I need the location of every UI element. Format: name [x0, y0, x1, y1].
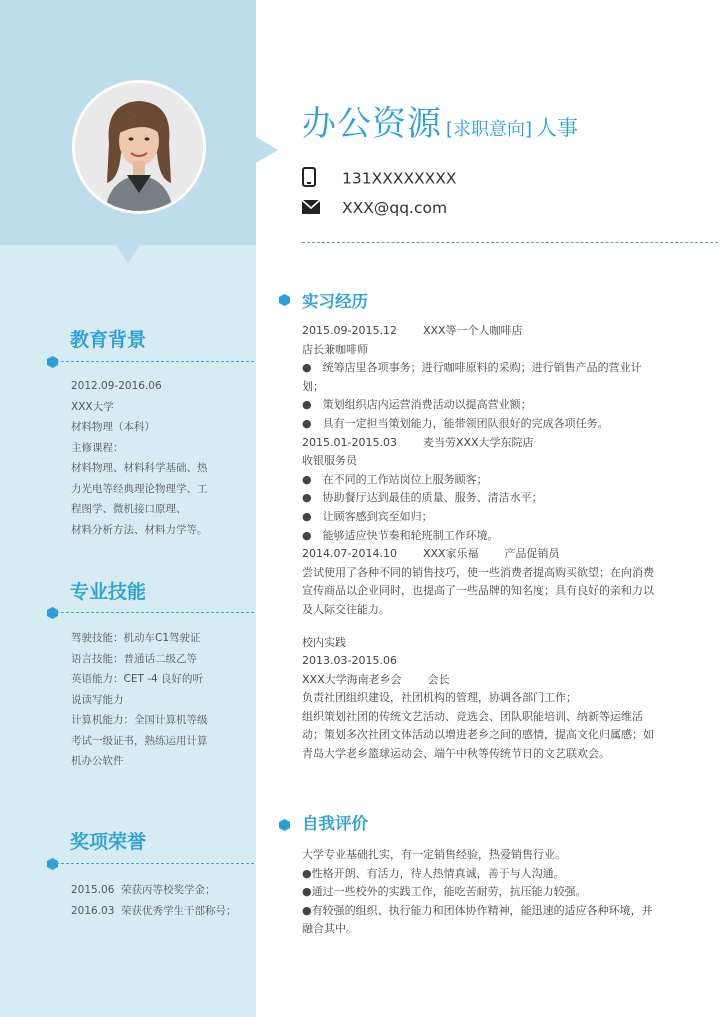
job-duty: ● 能够适应快节奏和轮班制工作环境。 [302, 528, 499, 542]
candidate-name: 办公资源 [302, 104, 442, 144]
education-divider [56, 361, 254, 362]
job-duty: ● 在不同的工作站岗位上服务顾客； [302, 472, 488, 486]
campus-role: 会长 [427, 672, 450, 686]
skill-line: 语言技能：普通话二级乙等 [71, 652, 197, 665]
skills-title: 专业技能 [70, 581, 147, 603]
job-description: 尝试使用了各种不同的销售技巧，使一些消费者提高购买欲望；在向消费宣传商品以企业同时，也提高了一些品牌的知名度；具有良好的亲和力以及人际交往能力。 [302, 565, 654, 616]
education-courses-line: 力光电等经典理论物理学、工 [71, 482, 208, 495]
skill-line: 计算机能力：全国计算机等级 [71, 714, 208, 726]
education-courses-label: 主修课程： [71, 441, 124, 454]
job-period: 2015.09-2015.12 [302, 324, 397, 337]
awards-divider [56, 863, 254, 864]
skills-details [71, 628, 231, 772]
sidebar-notch-decoration [116, 245, 140, 263]
internship-content [302, 322, 662, 764]
job-header [302, 545, 662, 564]
email-contact [302, 199, 447, 218]
education-period: 2012.09-2016.06 [71, 380, 162, 392]
email-address: XXX@qq.com [342, 199, 448, 217]
phone-number: 131XXXXXXXX [342, 169, 457, 188]
hexagon-bullet-icon [279, 294, 290, 306]
education-major: 材料物理（本科） [71, 421, 155, 433]
avatar [72, 80, 206, 214]
job-period: 2015.01-2015.03 [302, 435, 397, 449]
job-position: 店长兼咖啡师 [302, 342, 368, 356]
job-duty: ● 统筹店里各项事务；进行咖啡原料的采购；进行销售产品的营业计划； [302, 361, 642, 393]
education-title: 教育背景 [70, 329, 147, 351]
award-date: 2015.06 [71, 884, 115, 896]
header-pointer-decoration [256, 137, 278, 163]
self-eval-line: ●性格开朗、有活力，待人热情真诚，善于与人沟通。 [302, 866, 565, 880]
job-intention-label: [求职意向] [446, 119, 533, 140]
campus-org-name: XXX大学海南老乡会 [302, 672, 402, 686]
award-text: 荣获优秀学生干部称号； [121, 904, 237, 917]
job-position: 产品促销员 [504, 547, 560, 561]
job-intention-role: 人事 [536, 116, 579, 140]
hexagon-bullet-icon [279, 819, 290, 831]
awards-title: 奖项荣誉 [70, 831, 147, 853]
campus-practice-label: 校内实践 [302, 635, 346, 649]
education-courses-line: 程图学、微机接口原理、 [71, 503, 187, 515]
skill-line: 机办公软件 [71, 755, 124, 767]
skill-line: 说读写能力 [71, 693, 124, 706]
job-company: 麦当劳XXX大学东院店 [422, 435, 534, 449]
award-item [71, 901, 237, 922]
internship-title: 实习经历 [302, 292, 368, 311]
skill-line: 驾驶技能：机动车C1驾驶证 [71, 632, 201, 644]
job-duty: ● 策划组织店内运营消费活动以提高营业额； [302, 398, 532, 412]
education-details [71, 376, 231, 540]
skill-line: 考试一级证书，熟练运用计算 [71, 734, 208, 747]
campus-org [302, 671, 662, 690]
job-company: XXX等一个人咖啡店 [422, 324, 523, 337]
education-school: XXX大学 [71, 400, 114, 413]
education-courses-line: 材料物理、材料科学基础、热 [71, 462, 208, 474]
job-header [302, 322, 662, 341]
award-item [71, 880, 231, 901]
avatar-portrait-icon [75, 83, 203, 211]
self-evaluation-content [302, 846, 662, 939]
job-duty: ● 具有一定担当策划能力，能带领团队很好的完成各项任务。 [302, 416, 609, 430]
job-duty: ● 协助餐厅达到最佳的质量、服务、清洁水平； [302, 491, 543, 505]
skill-line: 英语能力：CET -4 良好的听 [71, 673, 204, 685]
award-text: 荣获丙等校奖学金； [121, 884, 216, 896]
job-company: XXX家乐福 [422, 547, 479, 561]
phone-icon [302, 167, 320, 191]
phone-contact [302, 167, 457, 191]
skills-divider [56, 612, 254, 613]
award-date: 2016.03 [71, 904, 115, 917]
self-eval-line: ●有较强的组织、执行能力和团体协作精神，能迅速的适应各种环境，并融合其中。 [302, 903, 653, 936]
campus-description: 组织策划社团的传统文艺活动、竞选会、团队职能培训、纳新等运维活动；策划多次社团文体活动以增进老乡之间的感情，提高文化归属感；如青岛大学老乡篮球运动会、端午中秋等传统节日的文艺联欢会。 [302, 709, 654, 761]
job-position: 收银服务员 [302, 454, 357, 468]
self-eval-line: 大学专业基础扎实，有一定销售经验，热爱销售行业。 [302, 848, 566, 861]
name-heading [302, 96, 578, 145]
job-duty: ● 让顾客感到宾至如归； [302, 509, 433, 523]
self-eval-line: ●通过一些校外的实践工作，能吃苦耐劳，抗压能力较强。 [302, 885, 587, 899]
self-evaluation-title: 自我评价 [302, 814, 368, 833]
header-divider [302, 242, 718, 243]
job-header [302, 434, 662, 453]
education-courses-line: 材料分析方法、材料力学等。 [71, 523, 208, 536]
campus-duty: 负责社团组织建设，社团机构的管理，协调各部门工作； [302, 691, 577, 705]
envelope-icon [302, 200, 320, 218]
job-period: 2014.07-2014.10 [302, 547, 397, 561]
awards-list [71, 880, 237, 921]
campus-period: 2013.03-2015.06 [302, 654, 397, 668]
